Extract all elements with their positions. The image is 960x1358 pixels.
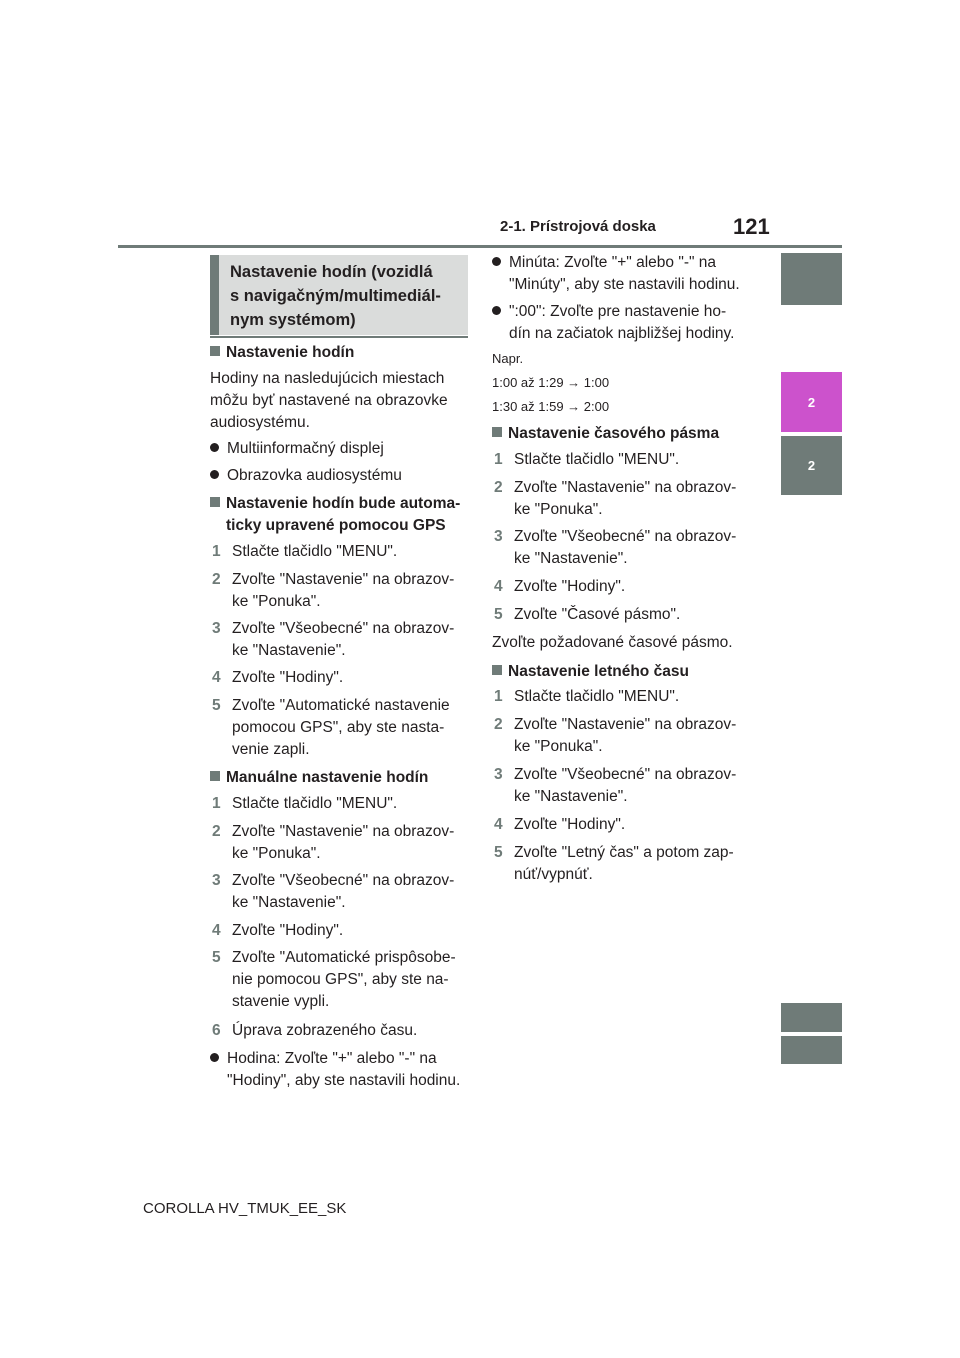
bullet-round-hour: ":00": Zvoľte pre nastavenie ho- dín na začiatok najbližšej hodiny. (492, 301, 734, 345)
square-bullet-icon (210, 771, 220, 781)
chapter-tab-5[interactable] (781, 1036, 842, 1064)
chapter-tab-active-label: 2 (807, 394, 816, 410)
heading-box-underline (210, 336, 468, 338)
step-item: 1 Stlačte tlačidlo "MENU". (494, 451, 680, 468)
step-item: 1 Stlačte tlačidlo "MENU". (494, 688, 680, 705)
square-bullet-icon (492, 427, 502, 437)
bullet-audio-screen: Obrazovka audiosystému (210, 465, 402, 487)
step-item: 5 Zvoľte "Automatické nastavenie pomocou GPS", aby ste nasta- venie zapli. (212, 697, 450, 758)
chapter-tab-3[interactable] (781, 436, 842, 495)
chapter-tab-4[interactable] (781, 1003, 842, 1032)
header-rule (118, 245, 842, 248)
step-item: 2 Zvoľte "Nastavenie" na obrazov- ke "Ponuka". (494, 479, 737, 518)
section-heading: Nastavenie hodín (vozidlá s navigačným/multimediál- nym systémom) (230, 263, 441, 329)
step-item: 5 Zvoľte "Časové pásmo". (494, 606, 681, 623)
step-item: 2 Zvoľte "Nastavenie" na obrazov- ke "Ponuka". (212, 571, 455, 610)
chapter-tab-3-label: 2 (807, 458, 816, 473)
subheading-time-zone: Nastavenie časového pásma (492, 423, 719, 445)
step-item: 2 Zvoľte "Nastavenie" na obrazov- ke "Ponuka". (494, 716, 737, 755)
subheading-daylight-saving: Nastavenie letného času (492, 661, 689, 683)
page-number: 121 (733, 214, 770, 239)
bullet-dot-icon (210, 443, 219, 452)
step-item: 3 Zvoľte "Všeobecné" na obrazov- ke "Nastavenie". (212, 872, 455, 911)
chapter-tab-1[interactable] (781, 253, 842, 305)
step-item: 4 Zvoľte "Hodiny". (212, 922, 344, 939)
section-label: 2-1. Prístrojová doska (500, 218, 656, 235)
bullet-dot-icon (210, 470, 219, 479)
step-item: 5 Zvoľte "Automatické prispôsobe- nie pomocou GPS", aby ste na- stavenie vypli. (212, 949, 456, 1010)
example-label: Napr. (492, 351, 524, 366)
chapter-tab-active[interactable] (781, 372, 842, 432)
step-item: 4 Zvoľte "Hodiny". (212, 669, 344, 686)
step-item: 5 Zvoľte "Letný čas" a potom zap- núť/vypnúť. (494, 844, 734, 883)
square-bullet-icon (210, 497, 220, 507)
time-zone-note: Zvoľte požadované časové pásmo. (492, 634, 733, 651)
step-item: 4 Zvoľte "Hodiny". (494, 578, 626, 595)
step-item: 4 Zvoľte "Hodiny". (494, 816, 626, 833)
subheading-clock-setting: Nastavenie hodín (210, 342, 354, 364)
bullet-hour: Hodina: Zvoľte "+" alebo "-" na "Hodiny", aby ste nastavili hodinu. (210, 1048, 460, 1092)
footer-model-code: COROLLA HV_TMUK_EE_SK (143, 1200, 347, 1217)
square-bullet-icon (210, 346, 220, 356)
bullet-dot-icon (210, 1053, 219, 1062)
section-heading-box (210, 255, 468, 335)
step-item: 3 Zvoľte "Všeobecné" na obrazov- ke "Nastavenie". (212, 620, 455, 659)
step-item: 6 Úprava zobrazeného času. (212, 1022, 418, 1039)
step-item: 1 Stlačte tlačidlo "MENU". (212, 543, 398, 560)
bullet-dot-icon (492, 257, 501, 266)
example-line-2: 1:30 až 1:59 → 2:00 (492, 399, 610, 414)
intro-paragraph: Hodiny na nasledujúcich miestach môžu byť nastavené na obrazovke audiosystému. (210, 370, 448, 431)
bullet-minute: Minúta: Zvoľte "+" alebo "-" na "Minúty", aby ste nastavili hodinu. (492, 252, 740, 296)
step-item: 2 Zvoľte "Nastavenie" na obrazov- ke "Ponuka". (212, 823, 455, 862)
bullet-dot-icon (492, 306, 501, 315)
step-item: 1 Stlačte tlačidlo "MENU". (212, 795, 398, 812)
example-line-1: 1:00 až 1:29 → 1:00 (492, 375, 610, 390)
step-item: 3 Zvoľte "Všeobecné" na obrazov- ke "Nastavenie". (494, 766, 737, 805)
square-bullet-icon (492, 665, 502, 675)
subheading-gps-auto: Nastavenie hodín bude automa- ticky upravené pomocou GPS (210, 493, 460, 537)
bullet-multiinfo-display: Multiinformačný displej (210, 438, 384, 460)
subheading-manual-setting: Manuálne nastavenie hodín (210, 767, 428, 789)
step-item: 3 Zvoľte "Všeobecné" na obrazov- ke "Nastavenie". (494, 528, 737, 567)
